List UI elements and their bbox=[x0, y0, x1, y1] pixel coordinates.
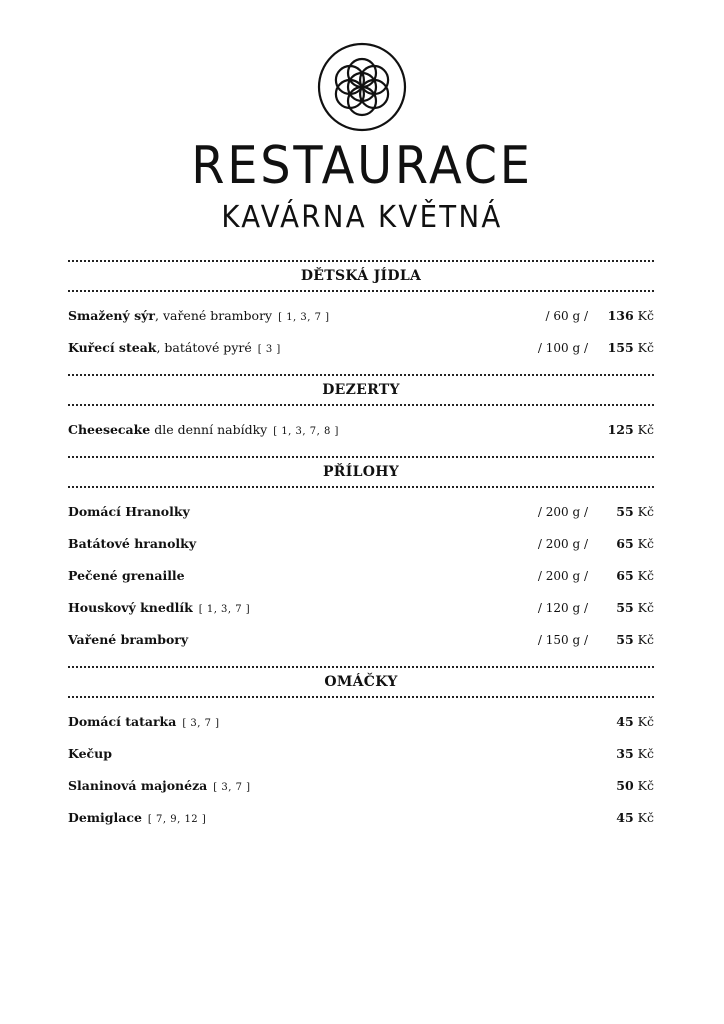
menu-item bbox=[68, 770, 654, 802]
menu-item bbox=[68, 738, 654, 770]
item-allergens: [ 3, 7 ] bbox=[213, 782, 251, 793]
item-price: 65 Kč bbox=[616, 536, 654, 551]
item-allergens: [ 1, 3, 7, 8 ] bbox=[273, 426, 339, 437]
menu bbox=[68, 260, 654, 844]
item-weight: / 150 g / bbox=[537, 633, 588, 647]
item-allergens: [ 1, 3, 7 ] bbox=[198, 604, 251, 615]
section-title: OMÁČKY bbox=[324, 674, 398, 690]
item-weight: / 100 g / bbox=[537, 341, 588, 355]
item-description: , batátové pyré bbox=[156, 340, 252, 355]
item-price: 55 Kč bbox=[616, 600, 654, 615]
menu-item bbox=[68, 706, 654, 738]
item-price: 55 Kč bbox=[616, 632, 654, 647]
item-price: 45 Kč bbox=[616, 714, 654, 729]
menu-item bbox=[68, 332, 654, 364]
item-name: Kuřecí steak, batátové pyré bbox=[68, 340, 252, 355]
item-description: , vařené brambory bbox=[155, 308, 273, 323]
section-title: DĚTSKÁ JÍDLA bbox=[300, 268, 422, 284]
menu-item bbox=[68, 414, 654, 446]
item-name: Slaninová majonéza bbox=[68, 778, 208, 793]
item-price: 136 Kč bbox=[607, 308, 654, 323]
item-weight: / 120 g / bbox=[537, 601, 588, 615]
item-price: 155 Kč bbox=[607, 340, 654, 355]
restaurant-subtitle: KAVÁRNA KVĚTNÁ bbox=[221, 200, 503, 235]
item-name: Smažený sýr, vařené brambory bbox=[68, 308, 273, 323]
section-items bbox=[68, 406, 654, 456]
item-allergens: [ 1, 3, 7 ] bbox=[278, 312, 330, 323]
item-weight: / 200 g / bbox=[537, 505, 588, 519]
item-name: Vařené brambory bbox=[68, 632, 189, 647]
item-allergens: [ 3 ] bbox=[257, 344, 281, 355]
item-name: Kečup bbox=[68, 746, 112, 761]
item-weight: / 200 g / bbox=[537, 537, 588, 551]
item-description: dle denní nabídky bbox=[150, 422, 268, 437]
item-price: 45 Kč bbox=[616, 810, 654, 825]
menu-item bbox=[68, 528, 654, 560]
menu-item bbox=[68, 624, 654, 656]
item-allergens: [ 3, 7 ] bbox=[182, 718, 220, 729]
item-price: 50 Kč bbox=[616, 778, 654, 793]
item-name: Domácí tatarka bbox=[68, 714, 177, 729]
item-allergens: [ 7, 9, 12 ] bbox=[147, 814, 207, 825]
section-items bbox=[68, 292, 654, 374]
item-weight: / 200 g / bbox=[537, 569, 588, 583]
item-weight: / 60 g / bbox=[545, 309, 588, 323]
section-title: DEZERTY bbox=[322, 382, 400, 398]
menu-item bbox=[68, 560, 654, 592]
item-price: 55 Kč bbox=[616, 504, 654, 519]
item-price: 35 Kč bbox=[616, 746, 654, 761]
menu-item bbox=[68, 496, 654, 528]
item-name: Houskový knedlík bbox=[68, 600, 193, 615]
section-title: PŘÍLOHY bbox=[322, 464, 400, 480]
restaurant-title: RESTAURACE bbox=[191, 136, 533, 196]
flower-of-life-icon bbox=[316, 42, 408, 132]
item-name: Demiglace bbox=[68, 810, 142, 825]
menu-item bbox=[68, 300, 654, 332]
section-items bbox=[68, 698, 654, 844]
item-name: Cheesecake dle denní nabídky bbox=[68, 422, 268, 437]
menu-item bbox=[68, 802, 654, 834]
item-name: Batátové hranolky bbox=[68, 536, 197, 551]
item-name: Domácí Hranolky bbox=[68, 504, 190, 519]
menu-item bbox=[68, 592, 654, 624]
item-price: 65 Kč bbox=[616, 568, 654, 583]
item-price: 125 Kč bbox=[607, 422, 654, 437]
section-items bbox=[68, 488, 654, 666]
item-name: Pečené grenaille bbox=[68, 568, 185, 583]
